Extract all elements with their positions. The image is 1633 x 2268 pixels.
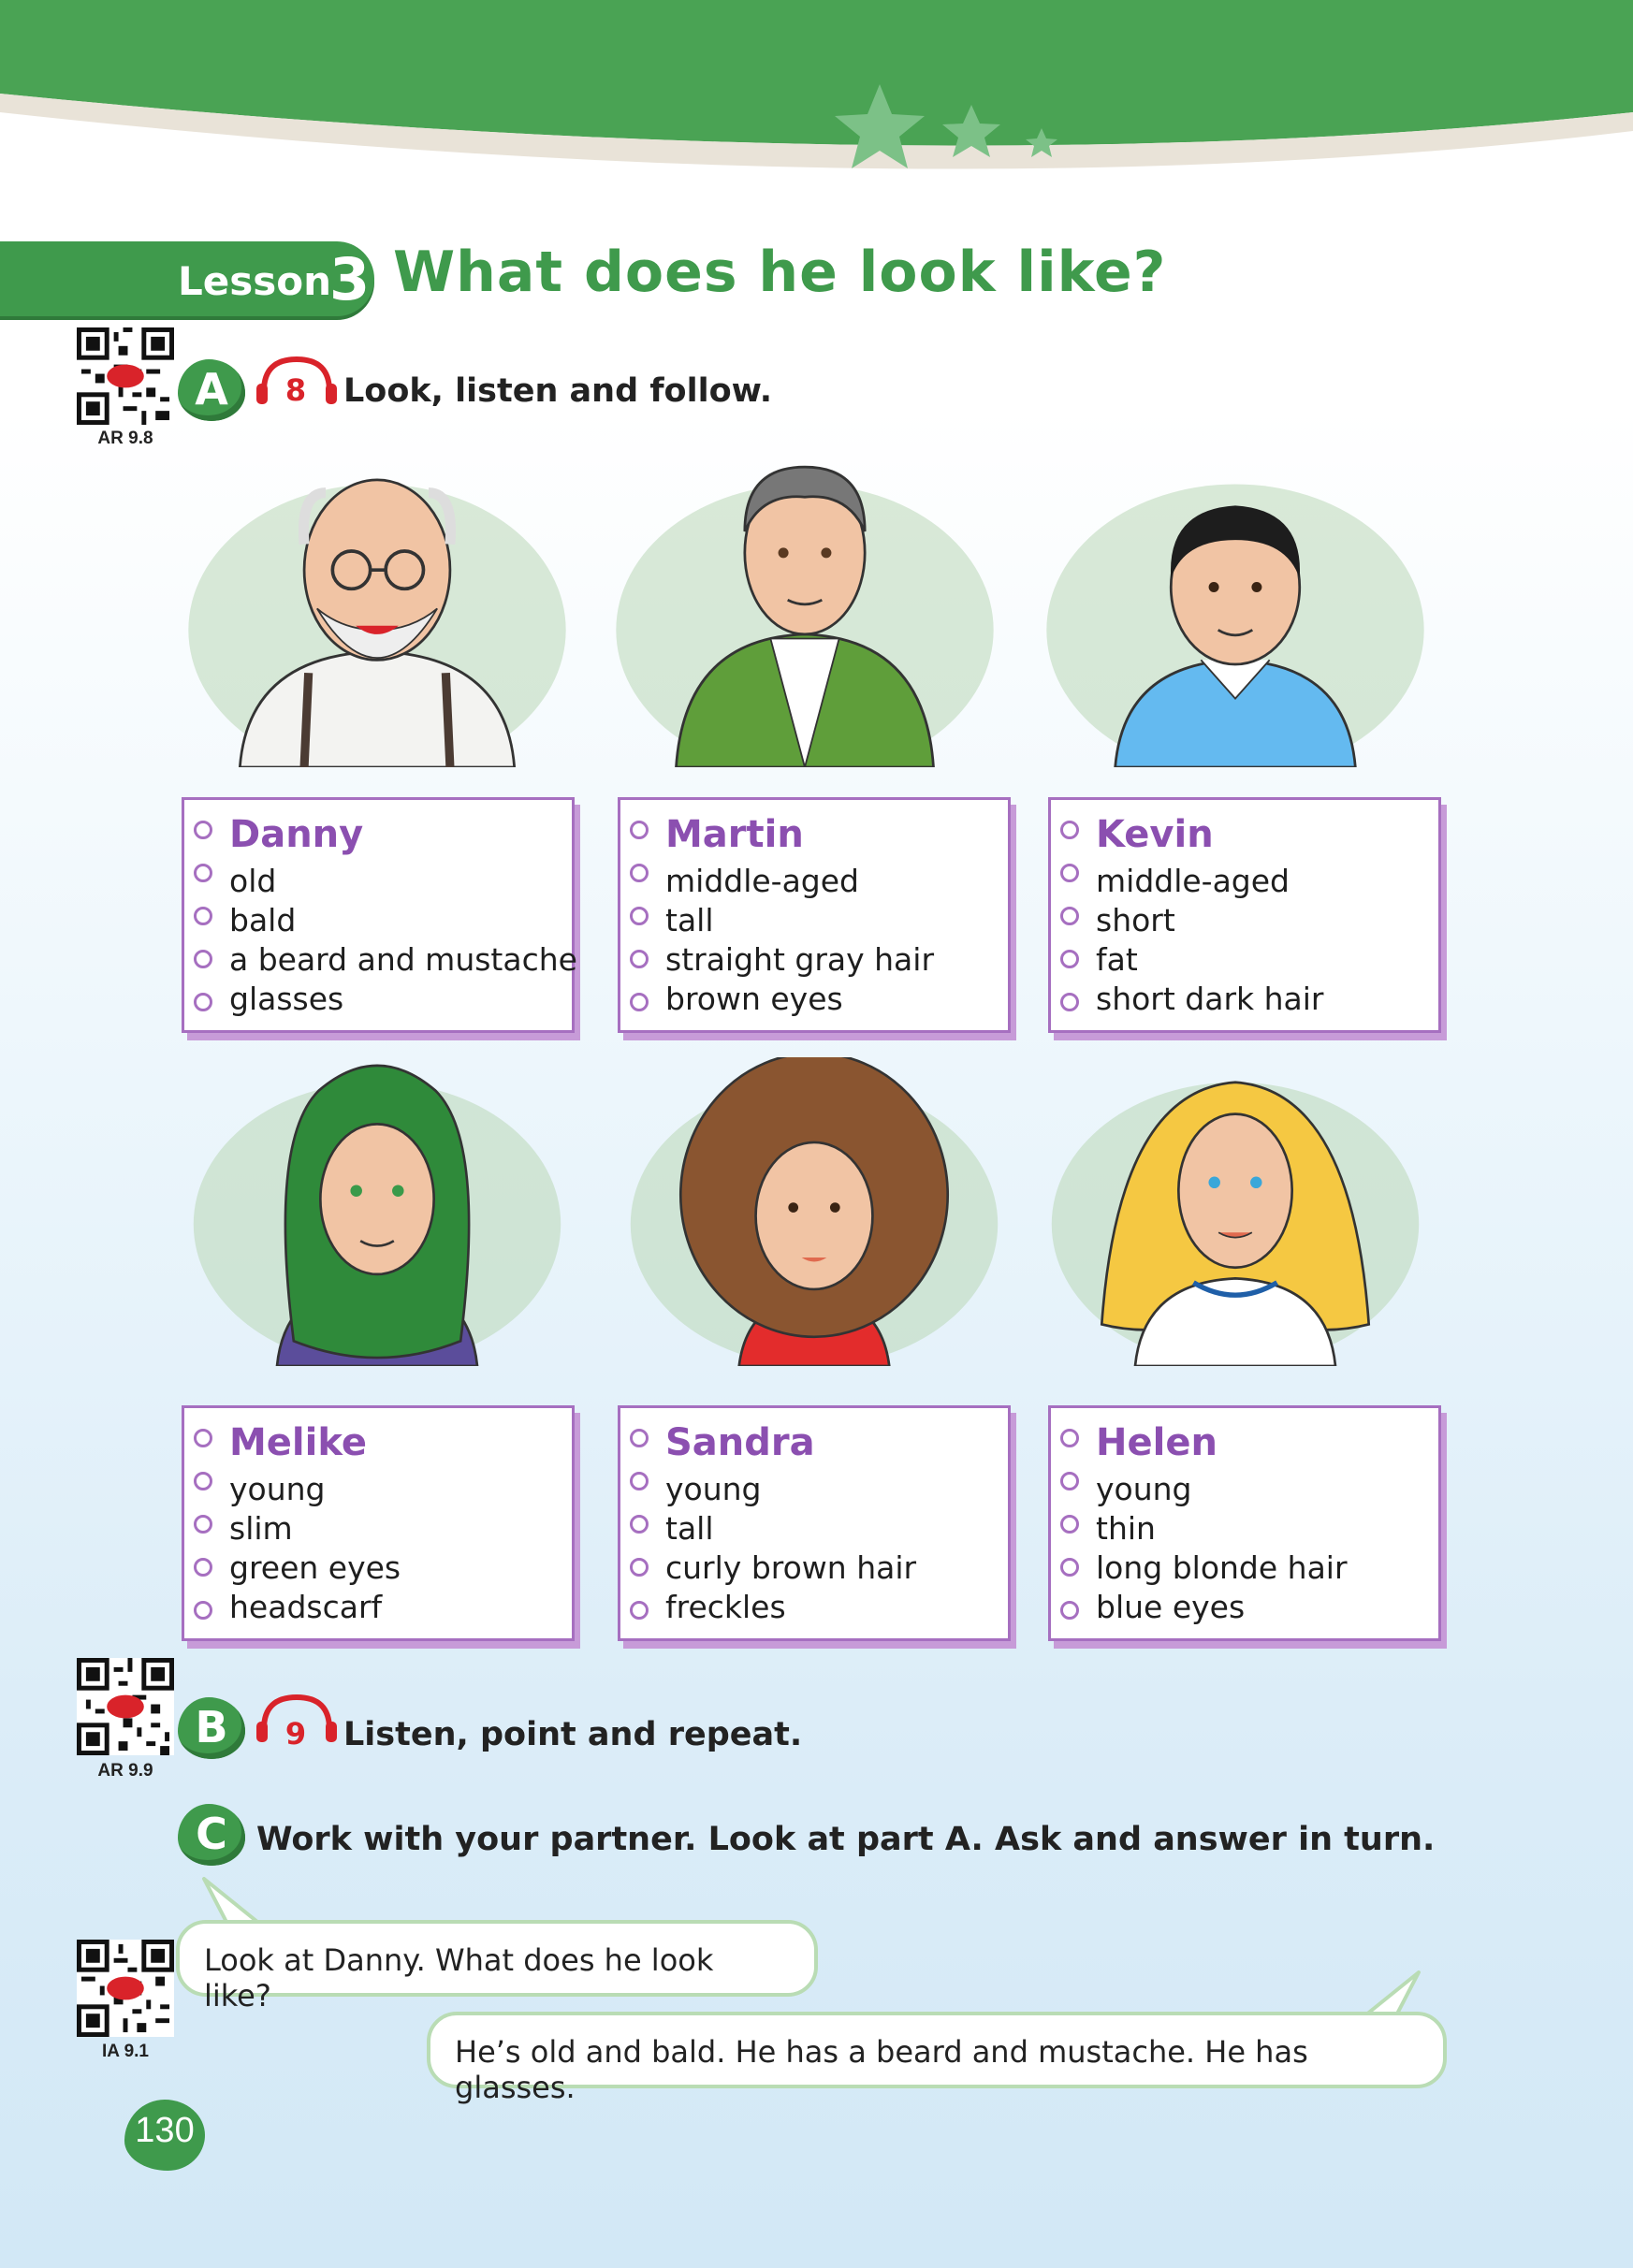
- binder-rings: [194, 821, 212, 1036]
- portrait-kevin: [1029, 458, 1441, 767]
- character-name: Danny: [229, 813, 364, 856]
- trait-item: old: [229, 863, 277, 899]
- qr-label: IA 9.1: [102, 2042, 149, 2061]
- binder-rings: [194, 1429, 212, 1644]
- character-card: [1048, 797, 1441, 1033]
- instruction-a: Look, listen and follow.: [343, 372, 773, 410]
- lesson-number: 3: [329, 245, 371, 313]
- trait-item: young: [1096, 1471, 1192, 1507]
- section-badge-a: A: [178, 359, 245, 421]
- track-number: 8: [284, 372, 307, 408]
- trait-item: tall: [665, 1510, 714, 1547]
- binder-rings: [1060, 821, 1079, 1036]
- page-title: What does he look like?: [393, 240, 1167, 305]
- character-name: Kevin: [1096, 813, 1214, 856]
- character-card: [618, 797, 1011, 1033]
- trait-item: long blonde hair: [1096, 1549, 1348, 1586]
- trait-item: freckles: [665, 1589, 786, 1625]
- trait-item: headscarf: [229, 1589, 383, 1625]
- qr-code-icon[interactable]: [77, 1940, 174, 2037]
- trait-list: [229, 862, 577, 1019]
- section-badge-b: B: [178, 1697, 245, 1759]
- portrait-martin: [599, 458, 1011, 767]
- speech-bubble-answer: [427, 2012, 1447, 2105]
- trait-item: young: [665, 1471, 762, 1507]
- trait-item: glasses: [229, 981, 344, 1017]
- trait-item: blue eyes: [1096, 1589, 1246, 1625]
- dialogue-answer: He’s old and bald. He has a beard and mustache. He has glasses.: [455, 2034, 1308, 2105]
- binder-rings: [1060, 1429, 1079, 1644]
- character-name: Martin: [665, 813, 804, 856]
- qr-label: AR 9.9: [97, 1761, 153, 1781]
- page-number: 130: [135, 2111, 195, 2150]
- trait-item: short: [1096, 902, 1175, 938]
- character-card: [1048, 1405, 1441, 1641]
- trait-item: bald: [229, 902, 297, 938]
- character-name: Sandra: [665, 1421, 815, 1464]
- trait-item: curly brown hair: [665, 1549, 917, 1586]
- trait-list: [665, 862, 934, 1019]
- trait-item: fat: [1096, 941, 1138, 978]
- trait-item: straight gray hair: [665, 941, 935, 978]
- binder-rings: [630, 821, 649, 1036]
- trait-item: tall: [665, 902, 714, 938]
- instruction-c: Work with your partner. Look at part A. Ask and answer in turn.: [256, 1821, 1436, 1858]
- qr-code-icon[interactable]: [77, 327, 174, 425]
- trait-item: thin: [1096, 1510, 1156, 1547]
- trait-list: [665, 1470, 916, 1627]
- instruction-b: Listen, point and repeat.: [343, 1716, 803, 1753]
- trait-list: [229, 1470, 401, 1627]
- trait-item: a beard and mustache: [229, 941, 577, 978]
- trait-item: middle-aged: [665, 863, 860, 899]
- character-card: [182, 1405, 575, 1641]
- lesson-label: Lesson: [178, 258, 332, 304]
- qr-label: AR 9.8: [97, 429, 153, 448]
- track-number: 9: [284, 1716, 307, 1752]
- trait-item: young: [229, 1471, 326, 1507]
- character-name: Melike: [229, 1421, 368, 1464]
- dialogue-question: Look at Danny. What does he look like?: [204, 1942, 714, 2014]
- qr-code-icon[interactable]: [77, 1658, 174, 1755]
- portrait-helen: [1029, 1057, 1441, 1366]
- character-card: [618, 1405, 1011, 1641]
- portrait-danny: [171, 458, 583, 767]
- speech-bubble-question: [176, 1920, 818, 2014]
- trait-item: middle-aged: [1096, 863, 1290, 899]
- trait-list: [1096, 1470, 1348, 1627]
- portrait-sandra: [608, 1057, 1020, 1366]
- binder-rings: [630, 1429, 649, 1644]
- section-badge-c: C: [178, 1804, 245, 1866]
- trait-item: green eyes: [229, 1549, 401, 1586]
- trait-list: [1096, 862, 1324, 1019]
- trait-item: short dark hair: [1096, 981, 1324, 1017]
- trait-item: brown eyes: [665, 981, 843, 1017]
- trait-item: slim: [229, 1510, 293, 1547]
- character-name: Helen: [1096, 1421, 1217, 1464]
- character-card: [182, 797, 575, 1033]
- header-band: [0, 0, 1633, 206]
- portrait-melike: [171, 1057, 583, 1366]
